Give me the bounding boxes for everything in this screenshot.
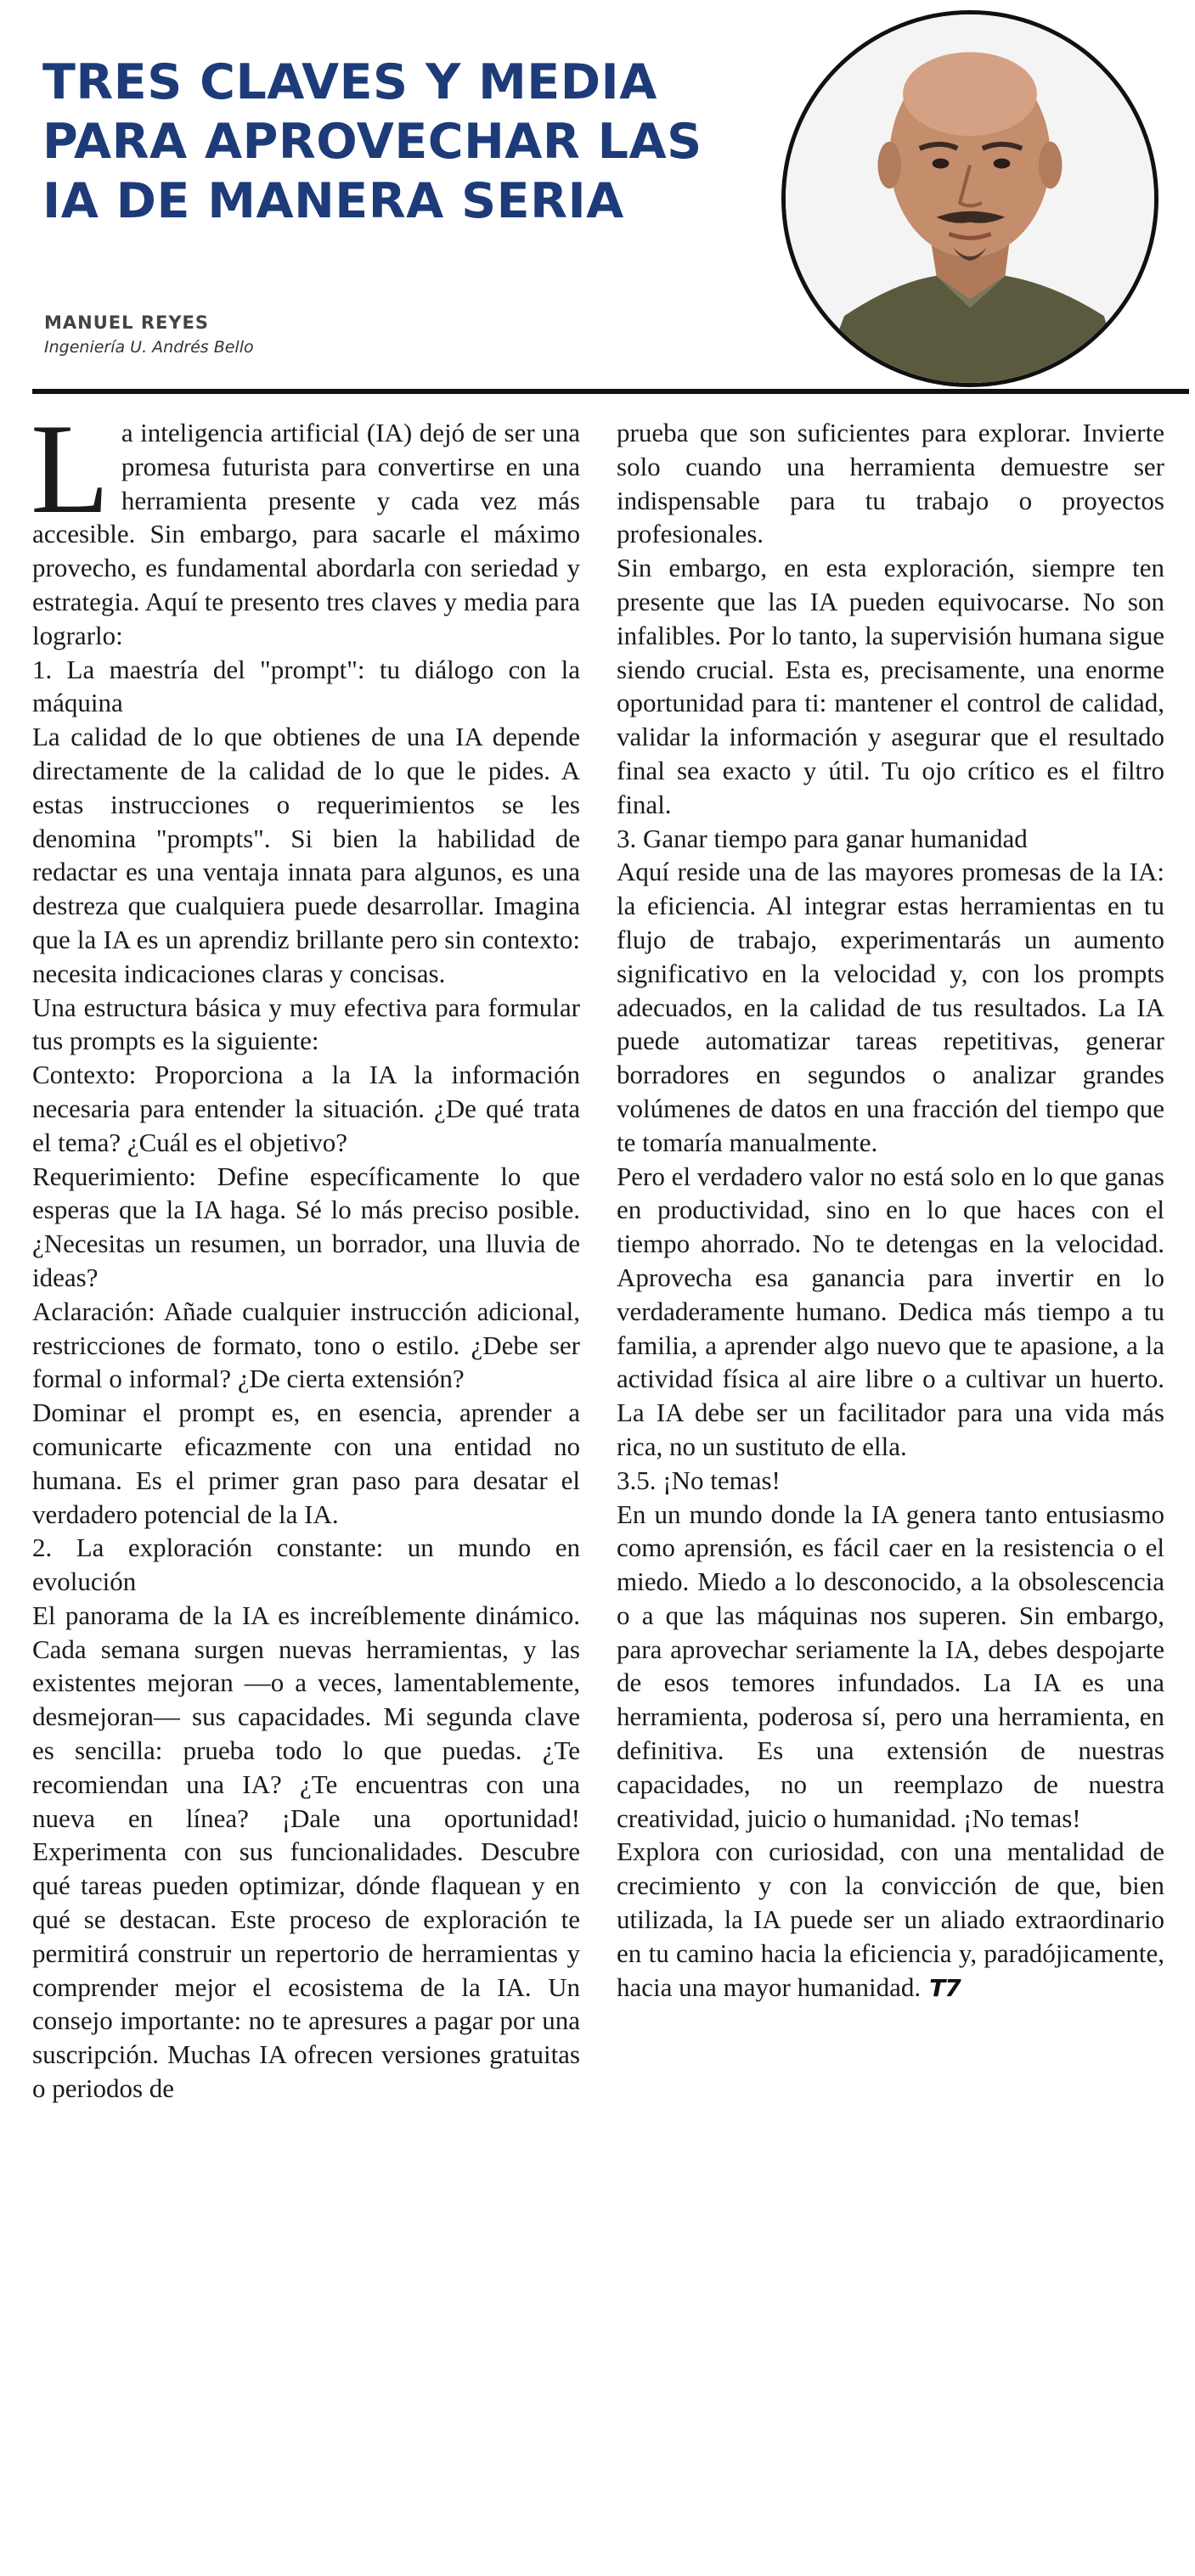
- header-divider: [32, 389, 1189, 394]
- article-column-left: [31, 397, 580, 2106]
- paragraph: El panorama de la IA es increíblemente dinámico. Cada semana surgen nuevas herramientas, y las existentes mejoran —o a veces, lamentablemente, desmejoran— sus capacidades. Mi segunda clave es sencilla: prueba todo lo que puedas. ¿Te recomiendan una IA? ¿Te encuentras con una nueva en línea? ¡Dale una oportunidad! Experimenta con sus funcionalidades. Descubre qué tareas pueden optimizar, dónde flaquean y en qué se destacan. Este proceso de exploración te permitirá construir un repertorio de herramientas y comprender mejor el ecosistema de la IA. Un consejo importante: no te apresures a pagar por una suscripción. Muchas IA ofrecen versiones gratuitas o periodos de: [32, 1600, 580, 2104]
- paragraph-closing: [617, 1835, 1164, 2005]
- title-line-2: PARA APROVECHAR LAS: [42, 114, 702, 170]
- paragraph: En un mundo donde la IA genera tanto entusiasmo como aprensión, es fácil caer en la resistencia o el miedo. Miedo a lo desconocido, a la obsolescencia o a que las máquinas nos superen. Sin embargo, para aprovechar seriamente la IA, debes despojarte de esos temores infundados. La IA es una herramienta, poderosa sí, pero una herramienta, en definitiva. Es una extensión de nuestras capacidades, no un reemplazo de nuestra creatividad, juicio o humanidad. ¡No temas!: [617, 1499, 1164, 1833]
- title-line-1: TRES CLAVES Y MEDIA: [42, 54, 657, 110]
- paragraph: prueba que son suficientes para explorar. Invierte solo cuando una herramienta demuestre ser indispensable para tu trabajo o proyectos profesionales.: [617, 418, 1164, 549]
- author-portrait-image: [786, 14, 1154, 383]
- paragraph: Sin embargo, en esta exploración, siempre ten presente que las IA pueden equivocarse. No son infalibles. Por lo tanto, la supervisión humana sigue siendo crucial. Esta es, precisamente, una enorme oportunidad para ti: mantener el control de calidad, validar la información y asegurar que el resultado final sea exacto y útil. Tu ojo crítico es el filtro final.: [617, 553, 1164, 819]
- paragraph-intro: [31, 397, 580, 653]
- paragraph: La calidad de lo que obtienes de una IA depende directamente de la calidad de lo que le pides. A estas instrucciones o requerimientos se les denomina "prompts". Si bien la habilidad de redactar es una ventaja innata para algunos, es una destreza que cualquiera puede desarrollar. Imagina que la IA es un aprendiz brillante pero sin contexto: necesita indicaciones claras y concisas.: [32, 722, 580, 988]
- publication-logo: T7: [929, 1973, 961, 2002]
- author-photo: [781, 10, 1158, 387]
- paragraph: Aquí reside una de las mayores promesas de la IA: la eficiencia. Al integrar estas herramientas en tu flujo de trabajo, experimentarás un aumento significativo en la velocidad y, con los prompts adecuados, en la calidad de tus resultados. La IA puede automatizar tareas repetitivas, generar borradores en segundos o analizar grandes volúmenes de datos en una fracción del tiempo que te tomaría manualmente.: [617, 857, 1164, 1157]
- section-heading-2: 2. La exploración constante: un mundo en evolución: [32, 1533, 580, 1597]
- author-name: MANUEL REYES: [44, 312, 210, 333]
- drop-cap: L: [31, 397, 110, 540]
- paragraph: Pero el verdadero valor no está solo en lo que ganas en productividad, sino en lo que haces con el tiempo ahorrado. No te detengas en la velocidad. Aprovecha esa ganancia para invertir en lo verdaderamente humano. Dedica más tiempo a tu familia, a aprender algo nuevo que te apasione, a la actividad física al aire libre o a cultivar un huerto. La IA debe ser un facilitador para una vida más rica, no un sustituto de ella.: [617, 1161, 1164, 1461]
- article-column-right: [617, 416, 1164, 2005]
- section-heading-1: 1. La maestría del "prompt": tu diálogo con la máquina: [32, 654, 580, 718]
- paragraph-context: Contexto: Proporciona a la IA la información necesaria para entender la situación. ¿De qué trata el tema? ¿Cuál es el objetivo?: [32, 1060, 580, 1157]
- section-heading-3: 3. Ganar tiempo para ganar humanidad: [617, 823, 1028, 853]
- closing-text: Explora con curiosidad, con una mentalidad de crecimiento y con la convicción de que, bien utilizada, la IA puede ser un aliado extraordinario en tu camino hacia la eficiencia y, paradójicamente, hacia una mayor humanidad.: [617, 1836, 1164, 2002]
- title-line-3: IA DE MANERA SERIA: [42, 173, 624, 229]
- paragraph: Una estructura básica y muy efectiva para formular tus prompts es la siguiente:: [32, 992, 580, 1056]
- paragraph-clarification: Aclaración: Añade cualquier instrucción adicional, restricciones de formato, tono o estilo. ¿Debe ser formal o informal? ¿De cierta extensión?: [32, 1296, 580, 1394]
- paragraph: Dominar el prompt es, en esencia, aprender a comunicarte eficazmente con una entidad no humana. Es el primer gran paso para desatar el verdadero potencial de la IA.: [32, 1398, 580, 1529]
- section-heading-3-5: 3.5. ¡No temas!: [617, 1465, 781, 1495]
- author-affiliation: Ingeniería U. Andrés Bello: [44, 338, 254, 357]
- paragraph-requirement: Requerimiento: Define específicamente lo que esperas que la IA haga. Sé lo más preciso posible. ¿Necesitas un resumen, un borrador, una lluvia de ideas?: [32, 1161, 580, 1292]
- article-title: [42, 53, 756, 231]
- intro-text: a inteligencia artificial (IA) dejó de ser una promesa futurista para convertirse en una herramienta presente y cada vez más accesible. Sin embargo, para sacarle el máximo provecho, es fundamental abordarla con seriedad y estrategia. Aquí te presento tres claves y media para lograrlo:: [32, 418, 580, 650]
